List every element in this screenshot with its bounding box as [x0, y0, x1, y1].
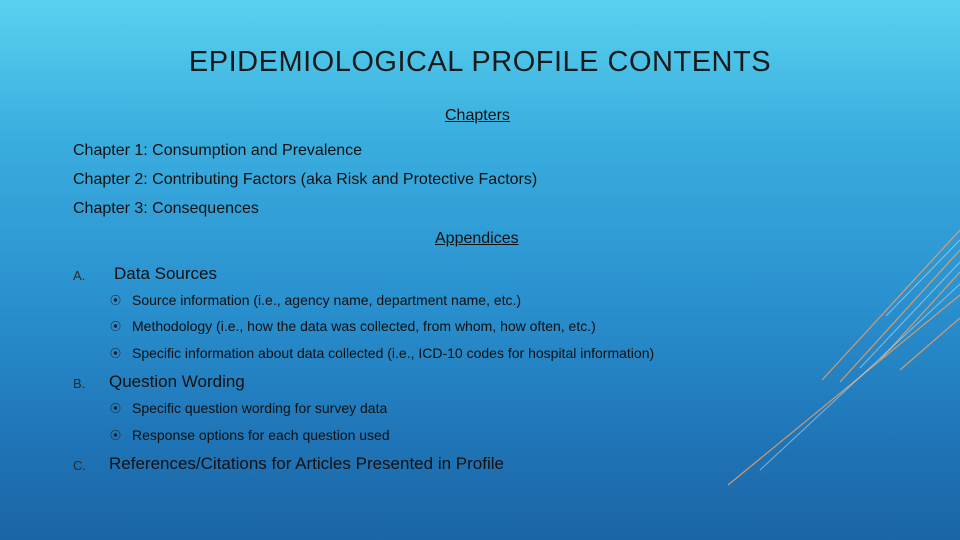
chapter-2: Chapter 2: Contributing Factors (aka Risk and Protective Factors): [73, 171, 538, 188]
appendix-c-letter: C.: [73, 458, 86, 473]
arrow-circle-icon: ⦿: [110, 348, 121, 360]
appendix-b-label: Question Wording: [109, 372, 245, 391]
appendix-a-label: Data Sources: [114, 264, 217, 283]
list-item: [110, 427, 390, 443]
arrow-circle-icon: ⦿: [110, 295, 121, 307]
bullet-text: Methodology (i.e., how the data was collected, from whom, how often, etc.): [132, 318, 596, 334]
arrow-circle-icon: ⦿: [110, 321, 121, 333]
list-item: [110, 292, 521, 308]
page-title: EPIDEMIOLOGICAL PROFILE CONTENTS: [188, 46, 772, 78]
list-item: [110, 345, 654, 361]
chapter-3: Chapter 3: Consequences: [73, 200, 259, 217]
bullet-text: Specific information about data collected (i.e., ICD-10 codes for hospital information): [132, 345, 655, 361]
bullet-text: Response options for each question used: [132, 427, 390, 443]
list-item: [110, 400, 387, 416]
arrow-circle-icon: ⦿: [110, 430, 121, 442]
bullet-text: Source information (i.e., agency name, department name, etc.): [132, 292, 522, 308]
bullet-text: Specific question wording for survey data: [132, 400, 388, 416]
list-item: [110, 318, 596, 334]
appendix-c-label: References/Citations for Articles Presented in Profile: [109, 454, 504, 473]
appendix-a-letter: A.: [73, 268, 86, 283]
appendices-heading: Appendices: [435, 230, 519, 247]
appendix-b-letter: B.: [73, 376, 86, 391]
chapter-1: Chapter 1: Consumption and Prevalence: [73, 142, 363, 159]
arrow-circle-icon: ⦿: [110, 403, 121, 415]
chapters-heading: Chapters: [445, 107, 510, 124]
